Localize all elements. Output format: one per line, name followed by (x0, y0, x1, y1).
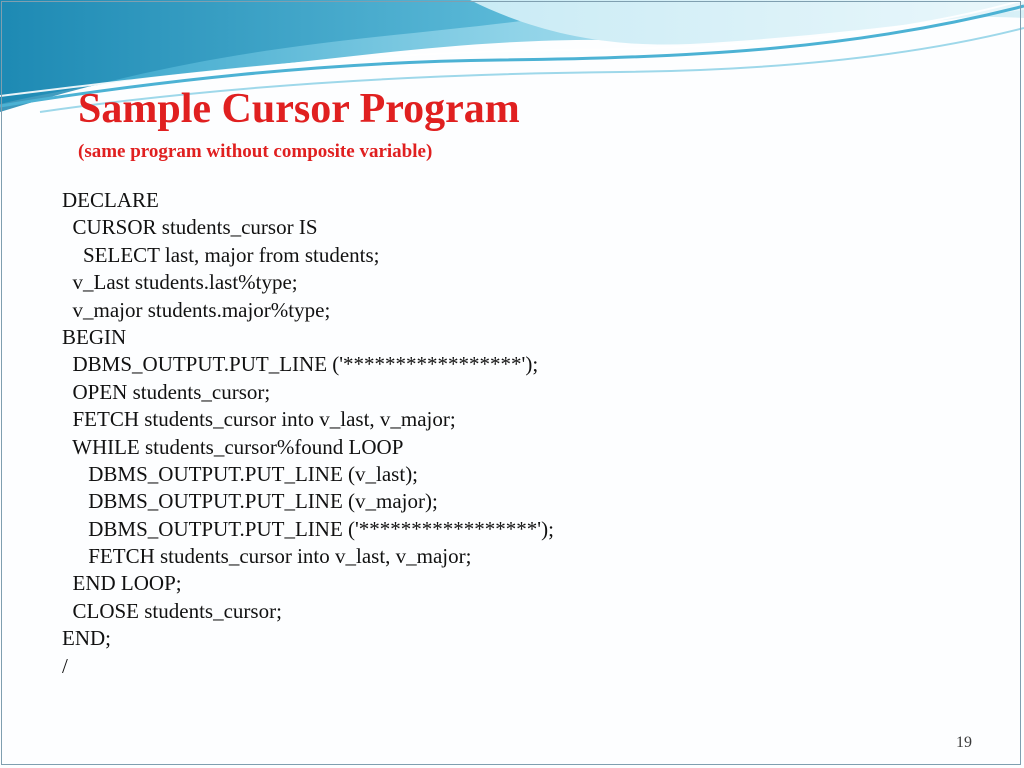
code-line: CLOSE students_cursor; (62, 598, 282, 623)
code-line: END LOOP; (62, 571, 182, 596)
code-line: WHILE students_cursor%found LOOP (62, 434, 404, 459)
code-line: DBMS_OUTPUT.PUT_LINE ('*****************'); (62, 516, 554, 541)
code-line: OPEN students_cursor; (62, 379, 271, 404)
code-line: / (62, 653, 68, 678)
code-line: CURSOR students_cursor IS (62, 215, 318, 240)
code-line: FETCH students_cursor into v_last, v_major; (62, 407, 456, 432)
code-line: DBMS_OUTPUT.PUT_LINE (v_last); (62, 461, 419, 486)
page-number: 19 (956, 734, 972, 751)
code-line: v_Last students.last%type; (62, 270, 298, 295)
code-line: DBMS_OUTPUT.PUT_LINE ('*****************'); (62, 352, 539, 377)
code-line: BEGIN (62, 324, 127, 349)
code-line: END; (62, 626, 111, 651)
code-line: FETCH students_cursor into v_last, v_major; (62, 544, 472, 569)
slide-title: Sample Cursor Program (78, 86, 520, 132)
code-block (62, 187, 554, 680)
code-line: DBMS_OUTPUT.PUT_LINE (v_major); (62, 489, 438, 514)
code-line: SELECT last, major from students; (62, 242, 380, 267)
slide-subtitle: (same program without composite variable) (78, 141, 433, 162)
code-line: v_major students.major%type; (62, 297, 331, 322)
code-line: DECLARE (62, 188, 159, 212)
